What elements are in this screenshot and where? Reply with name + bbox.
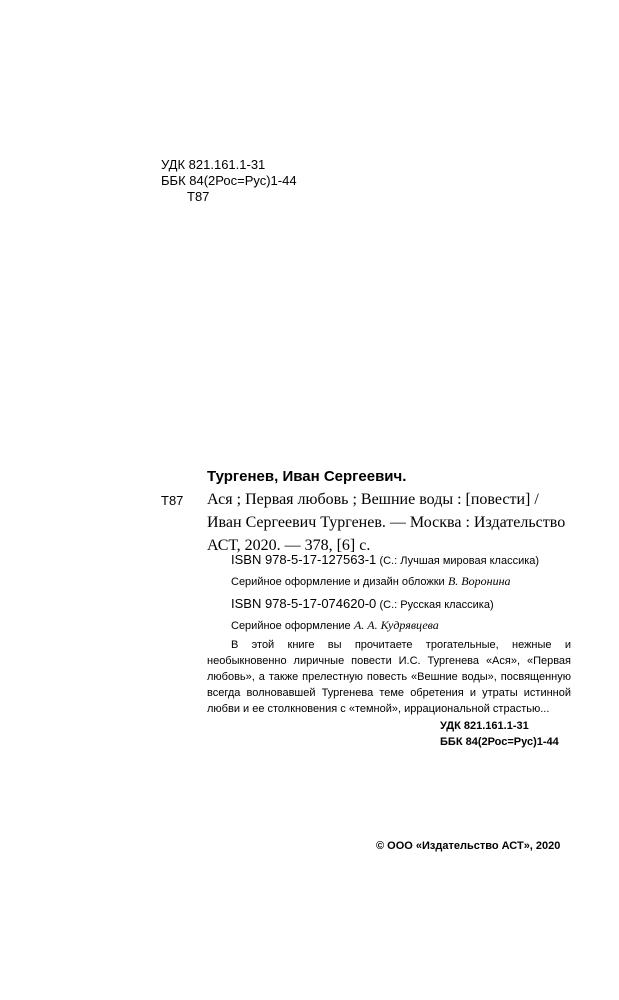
isbn-series: (С.: Лучшая мировая классика) <box>379 555 540 567</box>
design-credit-label: Серийное оформление и дизайн обложки <box>231 576 445 588</box>
author-heading: Тургенев, Иван Сергеевич. <box>207 468 407 485</box>
title-line: Ася ; Первая любовь ; Вешние воды : [повести] / <box>207 491 539 508</box>
bibliographic-description <box>207 488 567 557</box>
book-annotation: В этой книге вы прочитаете трогательные, нежные и необыкновенно лиричные повести И.С. Тургенева «Ася», «Первая любовь», а также прелестную повесть «Вешние воды», посвященную всегда волновавшей Тургенева теме обретения и утраты истинной любви и ее столкновения с «темной», иррациональной страстью... <box>207 639 571 715</box>
title-line: Иван Сергеевич Тургенев. — Москва : Издательство <box>207 514 566 531</box>
designer-name: В. Воронина <box>447 574 511 588</box>
bbk-code: ББК 84(2Рос=Рус)1-44 <box>440 736 559 748</box>
isbn-entry <box>231 594 494 636</box>
bottom-classification-codes <box>440 718 559 750</box>
copyright-notice: © ООО «Издательство АСТ», 2020 <box>376 840 561 852</box>
title-line: АСТ, 2020. — 378, [6] с. <box>207 537 371 554</box>
isbn-number: ISBN 978-5-17-127563-1 <box>231 552 377 567</box>
bbk-code: ББК 84(2Рос=Рус)1-44 <box>161 173 297 188</box>
isbn-entry <box>231 550 539 592</box>
top-classification-codes <box>161 157 297 205</box>
design-credit-label: Серийное оформление <box>231 620 351 632</box>
record-author-mark: Т87 <box>161 493 184 508</box>
udk-code: УДК 821.161.1-31 <box>161 157 266 172</box>
udk-code: УДК 821.161.1-31 <box>440 720 529 732</box>
isbn-number: ISBN 978-5-17-074620-0 <box>231 596 377 611</box>
isbn-series: (С.: Русская классика) <box>379 599 494 611</box>
designer-name: А. А. Кудрявцева <box>353 618 439 632</box>
author-mark: Т87 <box>187 189 210 204</box>
